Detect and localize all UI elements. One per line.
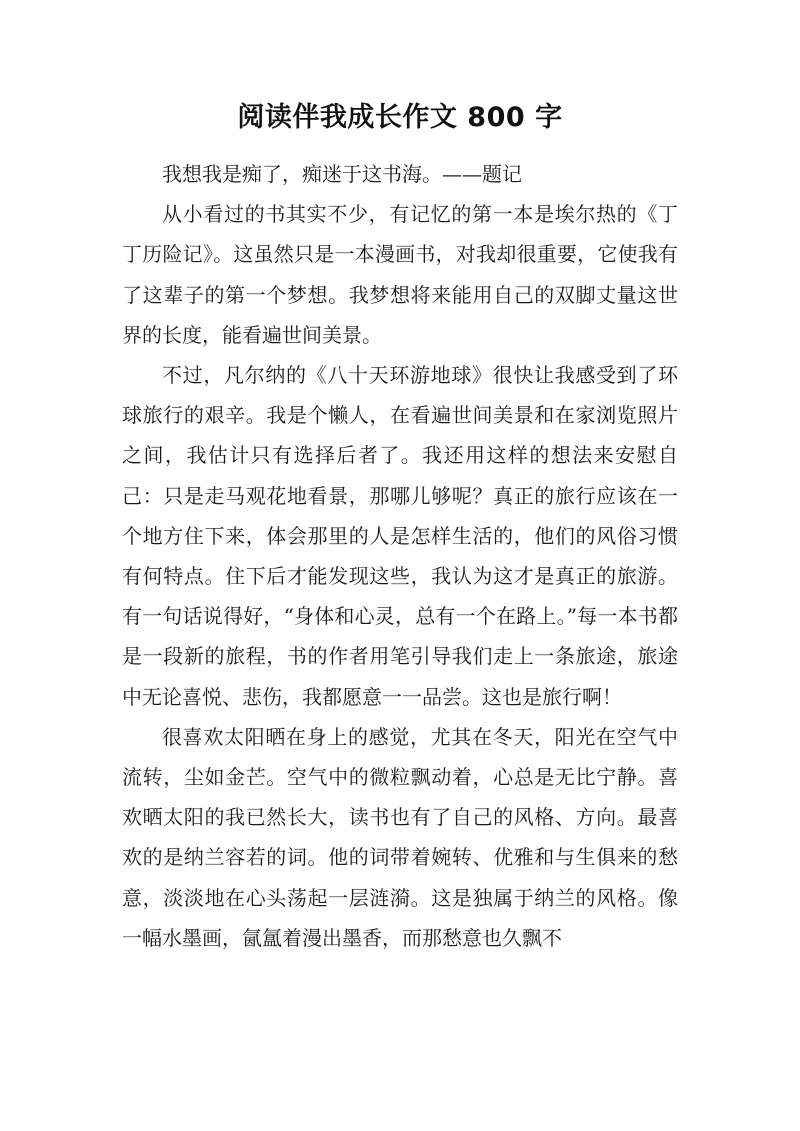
essay-title: 阅读伴我成长作文 800 字 [237, 102, 563, 133]
epigraph-paragraph: 我想我是痴了，痴迷于这书海。——题记 [162, 162, 522, 186]
body-paragraph: 很喜欢太阳晒在身上的感觉，尤其在冬天，阳光在空气中流转，尘如金芒。空气中的微粒飘动着，心总是无比宁静。喜欢晒太阳的我已然长大，读书也有了自己的风格、方向。最喜欢的是纳兰容若的词。他的词带着婉转、优雅和与生俱来的愁意，淡淡地在心头荡起一层涟漪。这是独属于纳兰的风格。像一幅水墨画，氤氲着漫出墨香，而那愁意也久飘不 [122, 724, 678, 950]
essay-body [122, 154, 678, 958]
body-paragraph: 不过，凡尔纳的《八十天环游地球》很快让我感受到了环球旅行的艰辛。我是个懒人，在看遍世间美景和在家浏览照片之间，我估计只有选择后者了。我还用这样的想法来安慰自己：只是走马观花地看景，那哪儿够呢？真正的旅行应该在一个地方住下来，体会那里的人是怎样生活的，他们的风俗习惯有何特点。住下后才能发现这些，我认为这才是真正的旅游。有一句话说得好，“身体和心灵，总有一个在路上。”每一本书都是一段新的旅程，书的作者用笔引导我们走上一条旅途，旅途中无论喜悦、悲伤，我都愿意一一品尝。这也是旅行啊！ [122, 363, 678, 709]
body-paragraph: 从小看过的书其实不少，有记忆的第一本是埃尔热的《丁丁历险记》。这虽然只是一本漫画书，对我却很重要，它使我有了这辈子的第一个梦想。我梦想将来能用自己的双脚丈量这世界的长度，能看遍世间美景。 [122, 202, 678, 347]
